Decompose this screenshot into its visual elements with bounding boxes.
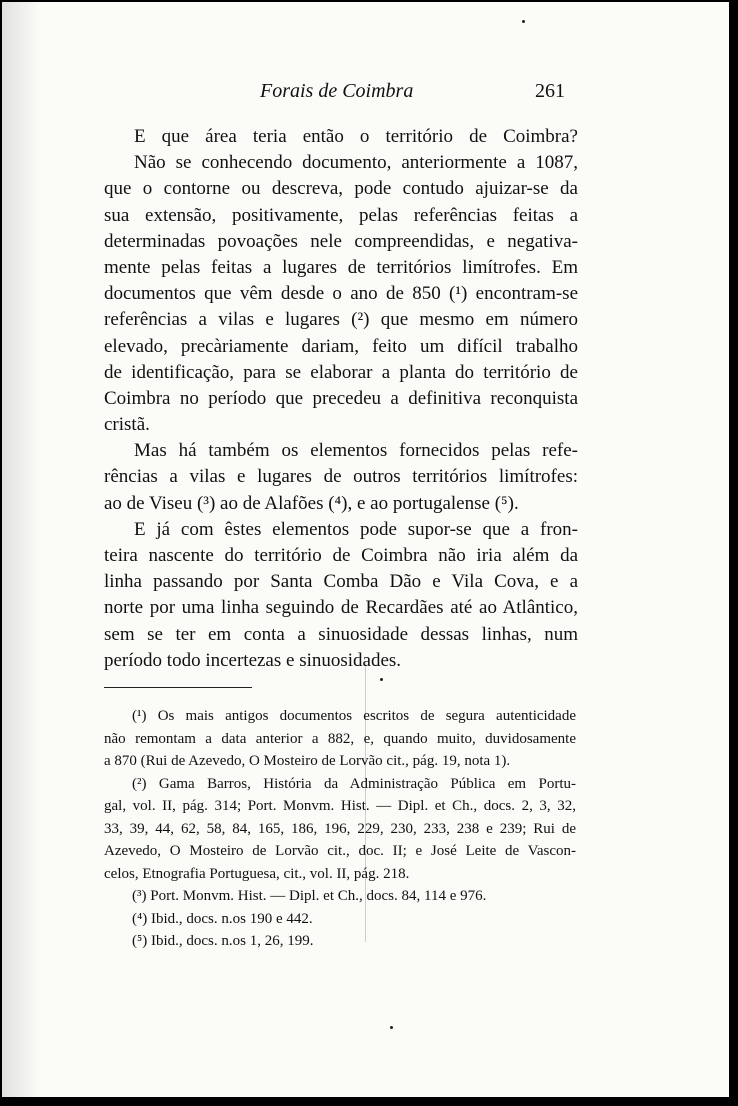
footnote-line: (²) Gama Barros, História da Administração Pública em Portu- <box>132 775 576 792</box>
main-text <box>104 124 578 674</box>
footnote-line: (⁴) Ibid., docs. n.os 190 e 442. <box>132 910 313 927</box>
body-line: E que área teria então o território de Coimbra? <box>134 126 578 147</box>
footnote-line: celos, Etnografia Portuguesa, cit., vol. II, pág. 218. <box>104 865 410 882</box>
body-line: documentos que vêm desde o ano de 850 (¹) encontram-se <box>104 283 578 305</box>
body-line: mente pelas feitas a lugares de territórios limítrofes. Em <box>104 256 578 278</box>
body-line: determinadas povoações nele compreendidas, e negativa- <box>104 230 578 252</box>
footnote-line: 33, 39, 44, 62, 58, 84, 165, 186, 196, 229, 230, 233, 238 e 239; Rui de <box>104 820 576 837</box>
footnote-line: (³) Port. Monvm. Hist. — Dipl. et Ch., docs. 84, 114 e 976. <box>132 888 487 904</box>
body-line: rências a vilas e lugares de outros territórios limítrofes: <box>104 466 578 488</box>
body-line: Não se conhecendo documento, anteriormente a 1087, <box>134 152 578 174</box>
body-line: E já com êstes elementos pode supor-se que a fron- <box>134 518 578 540</box>
footnote-line: gal, vol. II, pág. 314; Port. Monvm. Hist. — Dipl. et Ch., docs. 2, 3, 32, <box>104 798 576 814</box>
running-head: Forais de Coimbra <box>260 80 414 102</box>
body-line: elevado, precàriamente dariam, feito um difícil trabalho <box>104 335 578 357</box>
footnote-separator <box>104 687 252 688</box>
body-line: sem se ter em conta a sinuosidade dessas linhas, num <box>104 623 578 645</box>
body-line: ao de Viseu (³) ao de Alafões (⁴), e ao portugalense (⁵). <box>104 492 519 514</box>
body-line: cristã. <box>104 414 150 436</box>
body-line: sua extensão, positivamente, pelas referências feitas a <box>104 204 578 226</box>
body-line: referências a vilas e lugares (²) que mesmo em número <box>104 309 578 331</box>
body-line: norte por uma linha seguindo de Recardães até ao Atlântico, <box>104 597 578 619</box>
scan-speck <box>522 20 525 23</box>
body-line: Mas há também os elementos fornecidos pelas refe- <box>134 440 578 462</box>
footnote-line: (⁵) Ibid., docs. n.os 1, 26, 199. <box>132 933 314 949</box>
footnote-line: Azevedo, O Mosteiro de Lorvão cit., doc. II; e José Leite de Vascon- <box>104 843 576 859</box>
footnote-line: (¹) Os mais antigos documentos escritos de segura autenticidade <box>132 708 576 724</box>
body-line: teira nascente do território de Coimbra não iria além da <box>104 545 578 566</box>
body-line: período todo incertezas e sinuosidades. <box>104 649 402 671</box>
page-number: 261 <box>535 80 565 102</box>
binding-shadow <box>2 2 40 1097</box>
scan-artifact-line <box>365 662 366 942</box>
scan-speck <box>390 1026 393 1029</box>
body-line: linha passando por Santa Comba Dão e Vila Cova, e a <box>104 571 578 593</box>
body-line: Coimbra no período que precedeu a definitiva reconquista <box>104 387 578 409</box>
body-line: de identificação, para se elaborar a planta do território de <box>104 361 578 383</box>
footnote-line: não remontam a data anterior a 882, e, quando muito, duvidosamente <box>104 730 576 747</box>
footnotes <box>104 705 576 953</box>
body-line: que o contorne ou descreva, pode contudo ajuizar-se da <box>104 178 578 200</box>
footnote-line: a 870 (Rui de Azevedo, O Mosteiro de Lorvão cit., pág. 19, nota 1). <box>104 753 511 769</box>
scan-speck <box>380 678 383 681</box>
